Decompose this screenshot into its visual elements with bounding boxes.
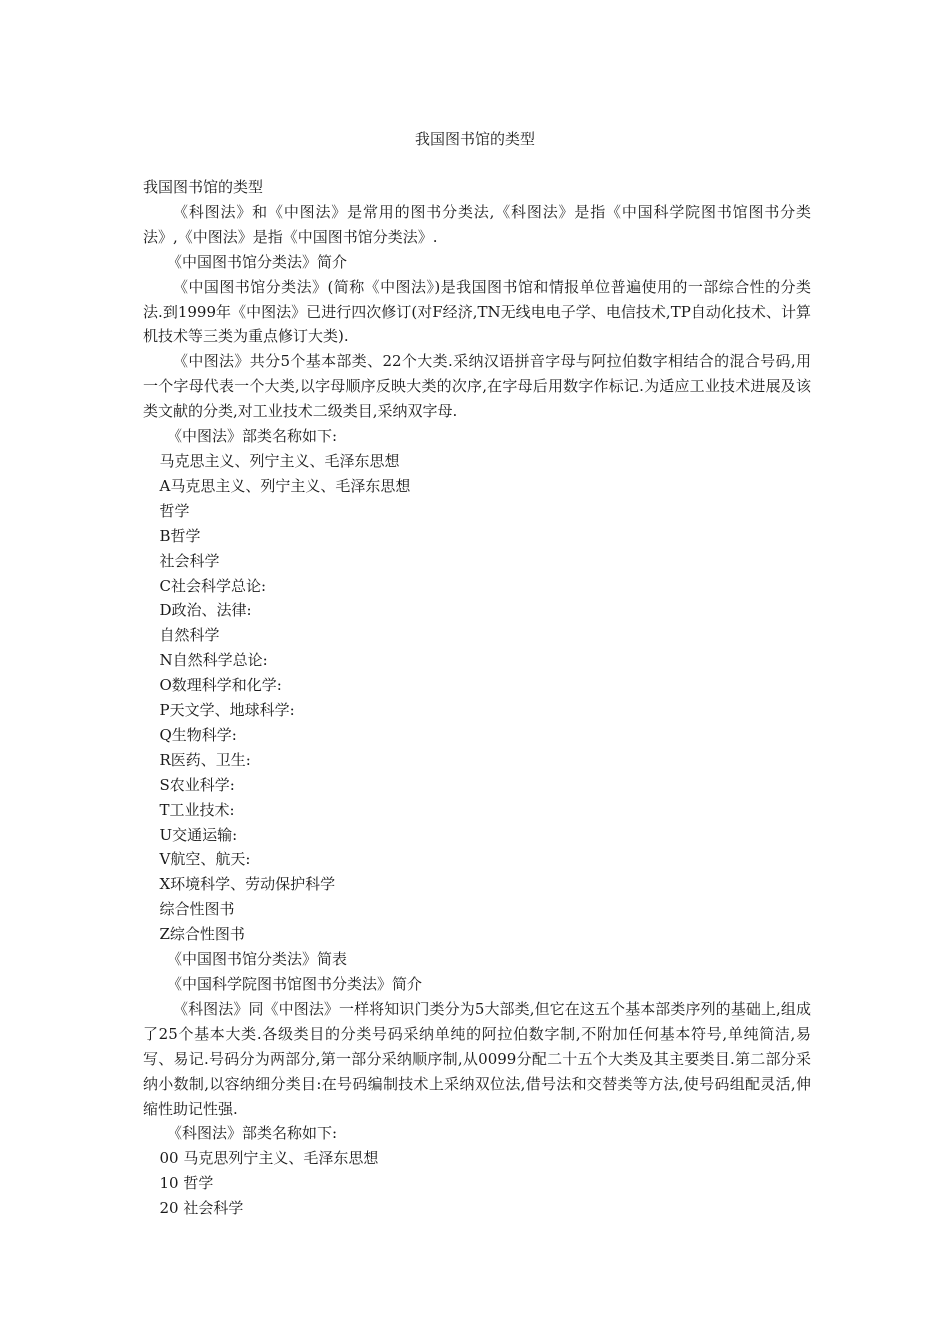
ztf-heading: 《中国图书馆分类法》简介 — [167, 252, 348, 271]
ktf-category-list — [143, 1146, 811, 1221]
list-item: Z综合性图书 — [159, 925, 245, 944]
list-item: X环境科学、劳动保护科学 — [159, 875, 336, 894]
list-item: 00 马克思列宁主义、毛泽东思想 — [159, 1149, 379, 1168]
list-item: B哲学 — [159, 526, 201, 545]
page-title: 我国图书馆的类型 — [414, 130, 535, 148]
list-item: O数理科学和化学: — [159, 676, 282, 695]
list-item: R医药、卫生: — [159, 750, 251, 769]
intro-paragraph: 《科图法》和《中图法》是常用的图书分类法,《科图法》是指《中国科学院图书馆图书分类法》,《中图法》是指《中国图书馆分类法》. — [143, 202, 811, 246]
list-item: S农业科学: — [159, 775, 235, 794]
ktf-heading: 《中国科学院图书馆图书分类法》简介 — [167, 975, 423, 993]
ktf-list-heading: 《科图法》部类名称如下: — [167, 1124, 338, 1143]
list-item: 自然科学 — [159, 626, 220, 645]
ztf-paragraph-2: 《中图法》共分5个基本部类、22个大类.采纳汉语拼音字母与阿拉伯数字相结合的混合号码,用一个字母代表一个大类,以字母顺序反映大类的次序,在字母后用数字作标记.为适应工业技术进展及该类文献的分类,对工业技术二级类目,采纳双字母. — [143, 352, 811, 421]
list-item: 马克思主义、列宁主义、毛泽东思想 — [159, 451, 400, 470]
list-item: U交通运输: — [159, 825, 238, 844]
list-item: C社会科学总论: — [159, 576, 267, 595]
list-item: V航空、航天: — [159, 850, 251, 869]
list-item: 10 哲学 — [159, 1174, 214, 1193]
list-item: 哲学 — [159, 501, 190, 520]
ztf-category-list — [143, 449, 811, 947]
ztf-table-heading: 《中国图书馆分类法》简表 — [167, 950, 348, 969]
list-item: D政治、法律: — [159, 601, 252, 620]
list-item: A马克思主义、列宁主义、毛泽东思想 — [159, 476, 411, 495]
list-item: P天文学、地球科学: — [159, 701, 295, 720]
list-item: 20 社会科学 — [159, 1199, 244, 1218]
list-item: 综合性图书 — [159, 900, 235, 919]
list-item: Q生物科学: — [159, 725, 237, 744]
list-item: T工业技术: — [159, 800, 235, 819]
ztf-list-heading: 《中图法》部类名称如下: — [167, 427, 338, 446]
ktf-paragraph-1: 《科图法》同《中图法》一样将知识门类分为5大部类,但它在这五个基本部类序列的基础上,组成了25个基本大类.各级类目的分类号码采纳单纯的阿拉伯数字制,不附加任何基本符号,单纯简洁,易写、易记.号码分为两部分,第一部分采纳顺序制,从0099分配二十五个大类及其主要类目.第二部分采纳小数制,以容纳细分类目:在号码编制技术上采纳双位法,借号法和交替类等方法,使号码组配灵活,伸缩性助记性强. — [143, 999, 811, 1118]
list-item: 社会科学 — [159, 551, 220, 570]
document-subtitle: 我国图书馆的类型 — [143, 178, 264, 196]
document-body — [143, 175, 811, 1221]
list-item: N自然科学总论: — [159, 651, 268, 670]
ztf-paragraph-1: 《中国图书馆分类法》(简称《中图法》)是我国图书馆和情报单位普遍使用的一部综合性的分类法.到1999年《中图法》已进行四次修订(对F经济,TN无线电电子学、电信技术,TP自动化技术、计算机技术等三类为重点修订大类). — [143, 277, 811, 346]
